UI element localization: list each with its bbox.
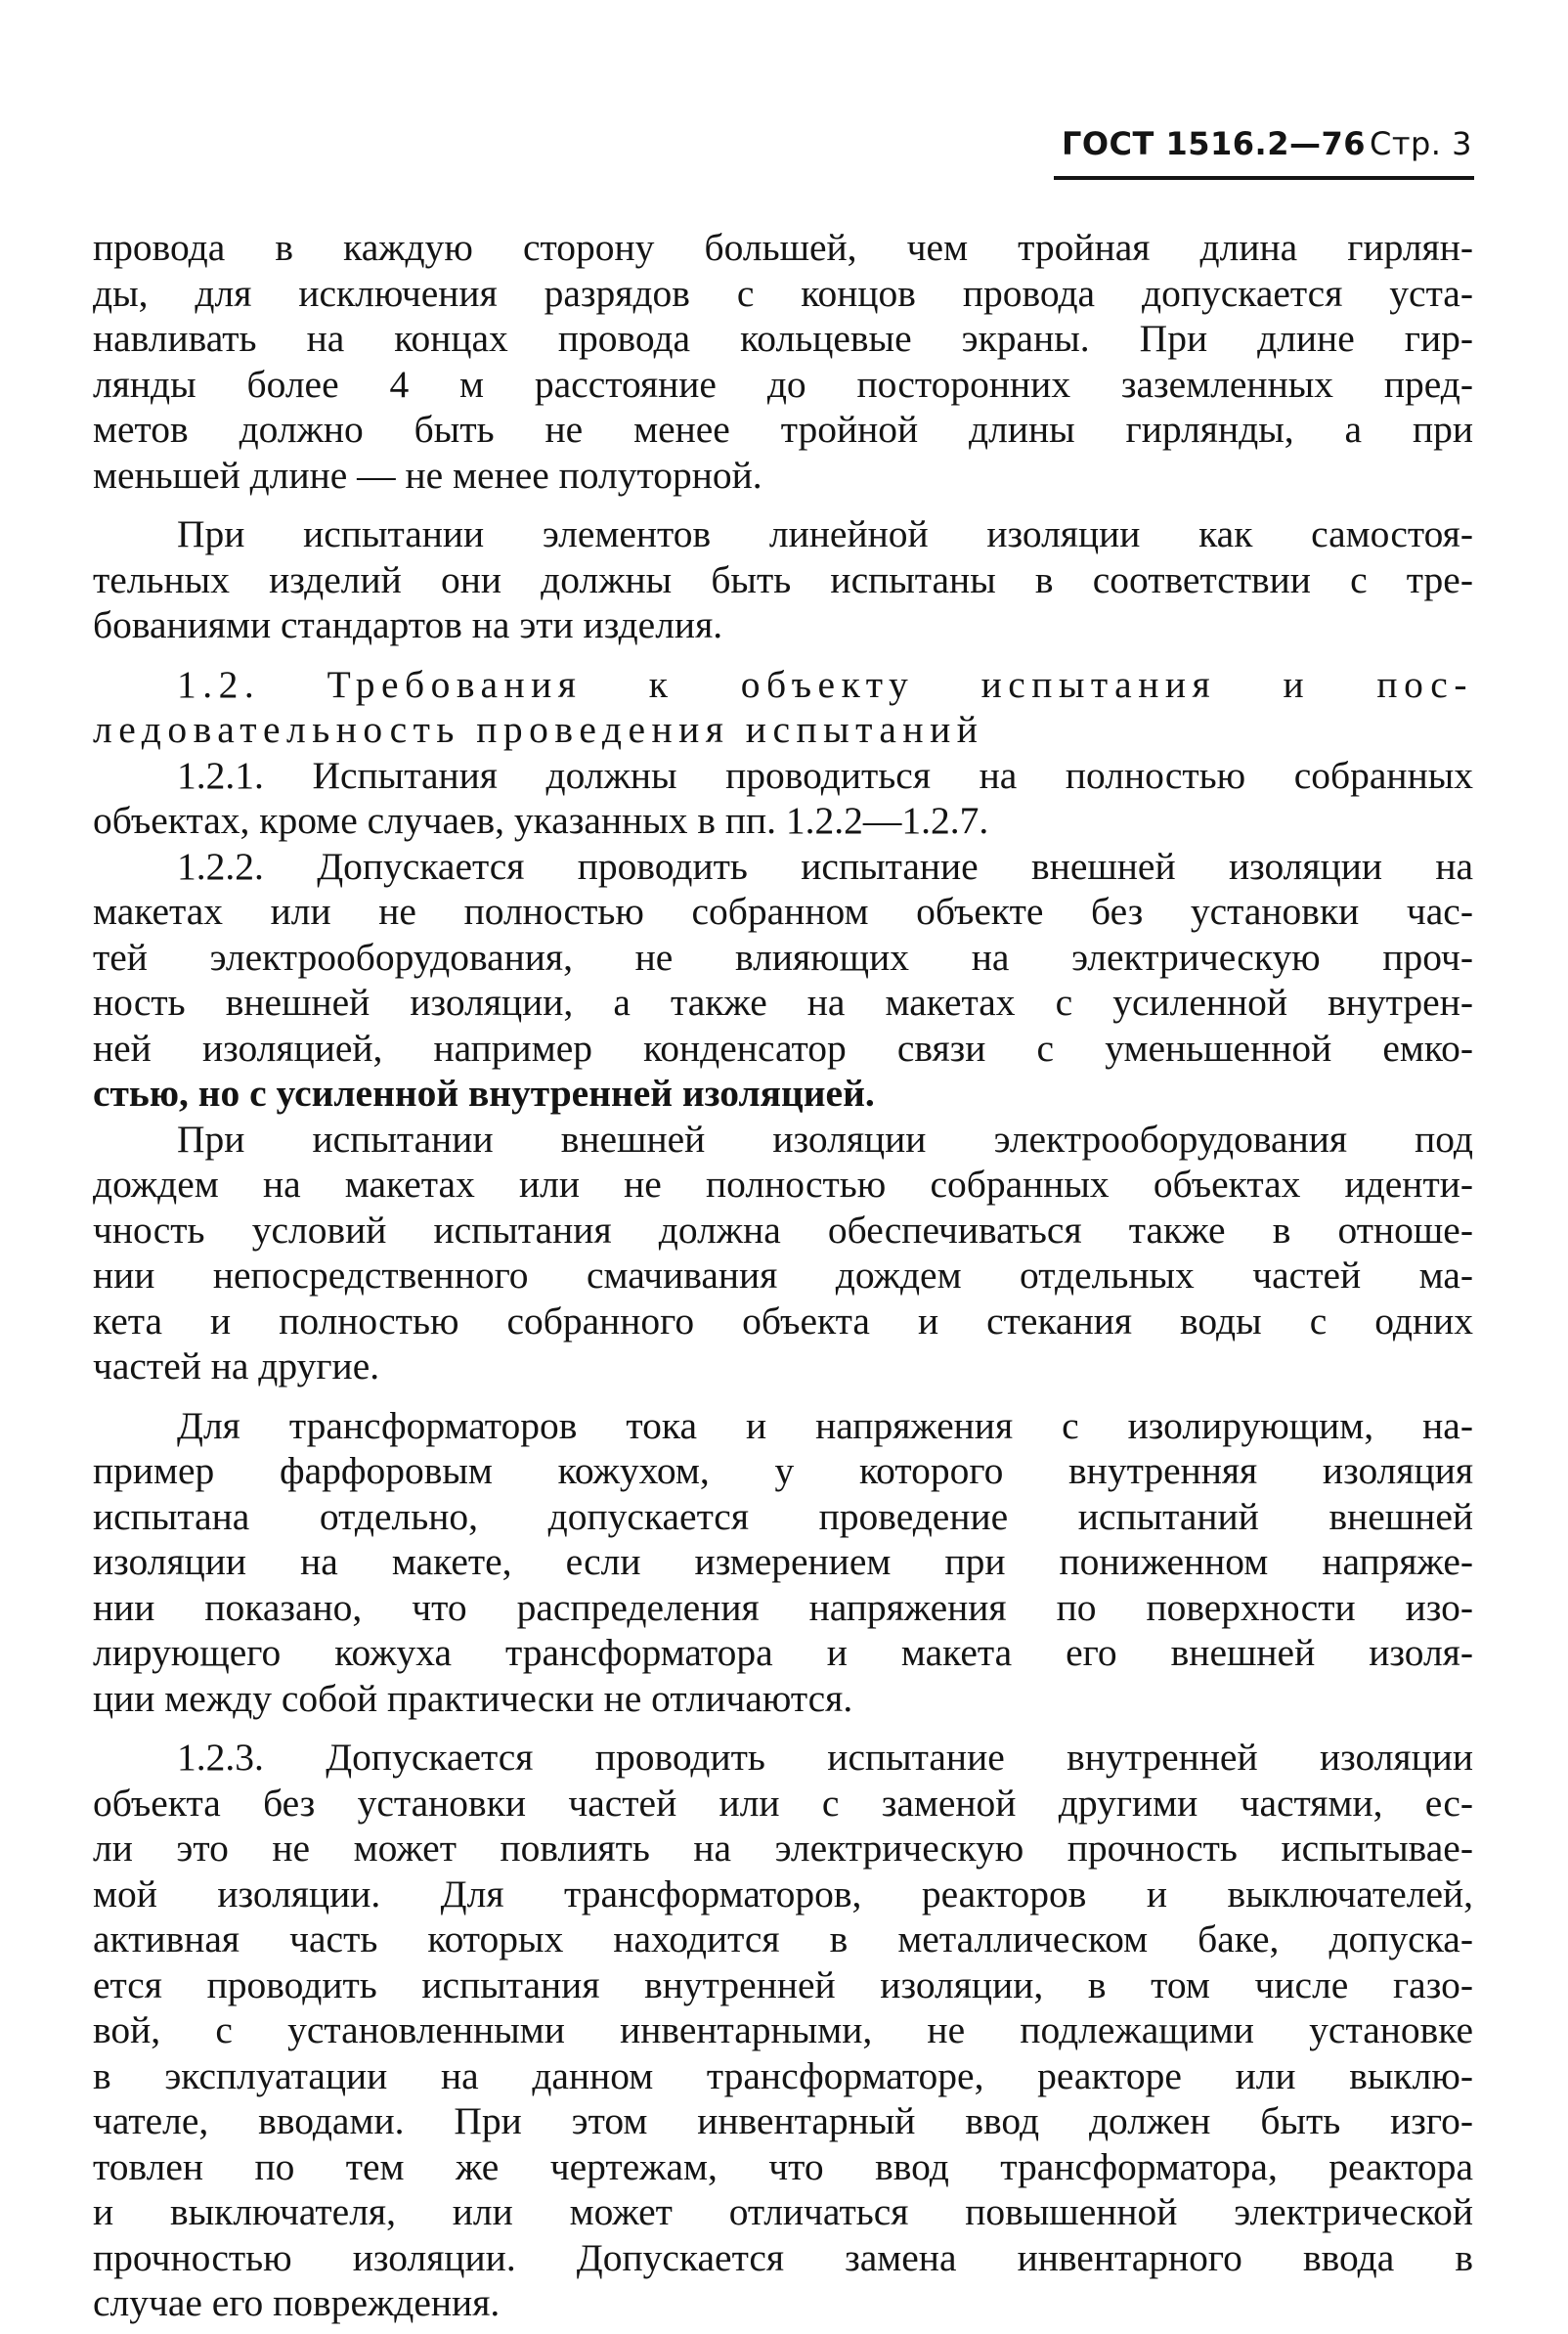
text-line: испытана отдельно, допускается проведение испытаний внешней	[93, 1494, 1473, 1538]
standard-number: ГОСТ 1516.2—76	[1061, 125, 1366, 162]
text-line: 1.2.1. Испытания должны проводиться на полностью собранных	[177, 753, 1473, 797]
text-line: Для трансформаторов тока и напряжения с изолирующим, на-	[177, 1403, 1473, 1447]
text-line: При испытании внешней изоляции электрооборудования под	[177, 1117, 1473, 1161]
document-body	[93, 225, 1473, 2326]
text-line: тей электрооборудования, не влияющих на электрическую проч-	[93, 935, 1473, 979]
text-line: дождем на макетах или не полностью собранных объектах иденти-	[93, 1163, 1473, 1206]
text-line: ды, для исключения разрядов с концов провода допускается уста-	[93, 271, 1473, 315]
text-line: лянды более 4 м расстояние до посторонних заземленных пред-	[93, 362, 1473, 406]
text-line: тельных изделий они должны быть испытаны в соответствии с тре-	[93, 557, 1473, 601]
text-line: провода в каждую сторону большей, чем тройная длина гирлян-	[93, 226, 1473, 269]
text-line: товлен по тем же чертежам, что ввод трансформатора, реактора	[93, 2144, 1473, 2188]
text-line: активная часть которых находится в металлическом баке, допуска-	[93, 1917, 1473, 1960]
page-header	[1062, 125, 1472, 162]
text-line: случае его повреждения.	[93, 2281, 501, 2324]
text-line: чность условий испытания должна обеспечиваться также в отноше-	[93, 1208, 1473, 1252]
text-line: ется проводить испытания внутренней изоляции, в том числе газо-	[93, 1962, 1473, 2006]
text-line: в эксплуатации на данном трансформаторе, реакторе или выклю-	[93, 2053, 1473, 2097]
text-line: чателе, вводами. При этом инвентарный ввод должен быть изго-	[93, 2099, 1473, 2142]
text-line: макетах или не полностью собранном объекте без установки час-	[93, 890, 1473, 933]
section-heading: 1.2. Требования к объекту испытания и пос-	[177, 662, 1473, 706]
page-number: Стр. 3	[1370, 125, 1472, 162]
text-line: навливать на концах провода кольцевые экраны. При длине гир-	[93, 317, 1473, 360]
text-line: метов должно быть не менее тройной длины гирлянды, а при	[93, 408, 1473, 451]
text-line: пример фарфоровым кожухом, у которого внутренняя изоляция	[93, 1449, 1473, 1492]
text-line: нии показано, что распределения напряжения по поверхности изо-	[93, 1585, 1473, 1629]
text-line: стью, но с усиленной внутренней изоляцией.	[93, 1072, 875, 1115]
section-heading: ледовательность проведения испытаний	[93, 708, 984, 751]
header-rule	[1054, 176, 1474, 180]
text-line: прочностью изоляции. Допускается замена инвентарного ввода в	[93, 2235, 1473, 2279]
text-line: изоляции на макете, если измерением при пониженном напряже-	[93, 1540, 1473, 1583]
text-line: бованиями стандартов на эти изделия.	[93, 603, 723, 646]
text-line: ли это не может повлиять на электрическую прочность испытывае-	[93, 1827, 1473, 1870]
text-line: ность внешней изоляции, а также на макетах с усиленной внутрен-	[93, 981, 1473, 1024]
text-line: вой, с установленными инвентарными, не подлежащими установке	[93, 2008, 1473, 2051]
text-line: кета и полностью собранного объекта и стекания воды с одних	[93, 1299, 1473, 1343]
text-line: объектах, кроме случаев, указанных в пп. 1.2.2—1.2.7.	[93, 799, 989, 842]
text-line: 1.2.2. Допускается проводить испытание внешней изоляции на	[177, 844, 1473, 888]
text-line: объекта без установки частей или с заменой другими частями, ес-	[93, 1781, 1473, 1825]
text-line: меньшей длине — не менее полуторной.	[93, 453, 762, 497]
text-line: и выключателя, или может отличаться повышенной электрической	[93, 2190, 1473, 2233]
text-line: лирующего кожуха трансформатора и макета его внешней изоля-	[93, 1631, 1473, 1674]
text-line: При испытании элементов линейной изоляции как самостоя-	[177, 512, 1473, 555]
text-line: ции между собой практически не отличаются.	[93, 1676, 853, 1720]
text-line: частей на другие.	[93, 1344, 380, 1387]
text-line: мой изоляции. Для трансформаторов, реакторов и выключателей,	[93, 1872, 1473, 1916]
text-line: ней изоляцией, например конденсатор связи с уменьшенной емко-	[93, 1026, 1473, 1070]
text-line: 1.2.3. Допускается проводить испытание внутренней изоляции	[177, 1736, 1473, 1779]
text-line: нии непосредственного смачивания дождем отдельных частей ма-	[93, 1254, 1473, 1297]
